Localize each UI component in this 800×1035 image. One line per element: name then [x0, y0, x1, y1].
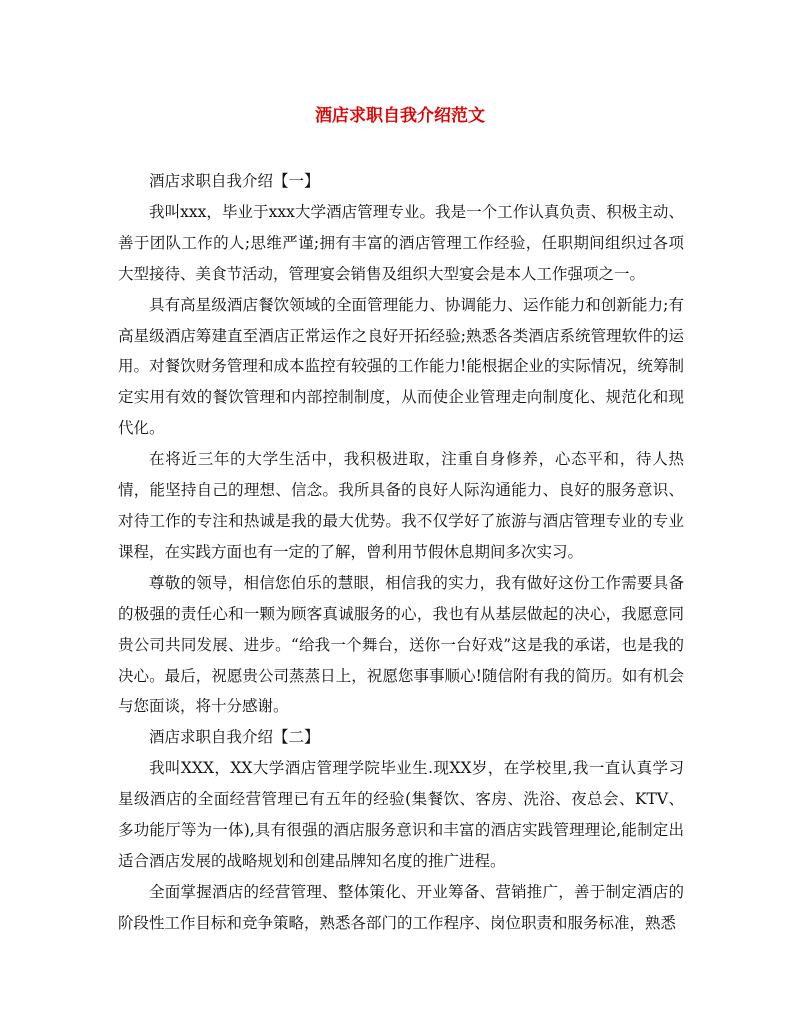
paragraph: 在将近三年的大学生活中，我积极进取，注重自身修养，心态平和，待人热情，能坚持自己的理想、信念。我所具备的良好人际沟通能力、良好的服务意识、对待工作的专注和热诚是我的最大优势。我不仅学好了旅游与酒店管理专业的专业课程，在实践方面也有一定的了解，曾利用节假休息期间多次实习。	[118, 450, 684, 561]
paragraph: 我叫XXX，XX大学酒店管理学院毕业生.现XX岁，在学校里,我一直认真学习星级酒店的全面经营管理已有五年的经验(集餐饮、客房、洗浴、夜总会、KTV、多功能厅等为一体),具有很强的酒店服务意识和丰富的酒店实践管理理论,能制定出适合酒店发展的战略规划和创建品牌知名度的推广进程。	[118, 759, 684, 870]
paragraph: 全面掌握酒店的经营管理、整体策化、开业筹备、营销推广，善于制定酒店的阶段性工作目标和竞争策略，熟悉各部门的工作程序、岗位职责和服务标准，熟悉	[118, 882, 684, 932]
document-title: 酒店求职自我介绍范文	[315, 106, 485, 126]
section-heading-2: 酒店求职自我介绍【二】	[149, 728, 320, 747]
paragraph: 具有高星级酒店餐饮领域的全面管理能力、协调能力、运作能力和创新能力;有高星级酒店筹建直至酒店正常运作之良好开拓经验;熟悉各类酒店系统管理软件的运用。对餐饮财务管理和成本监控有较强的工作能力!能根据企业的实际情况，统筹制定实用有效的餐饮管理和内部控制制度，从而使企业管理走向制度化、规范化和现代化。	[118, 295, 684, 438]
document-body	[118, 166, 684, 939]
paragraph: 我叫xxx，毕业于xxx大学酒店管理专业。我是一个工作认真负责、积极主动、善于团队工作的人;思维严谨;拥有丰富的酒店管理工作经验，任职期间组织过各项大型接待、美食节活动，管理宴会销售及组织大型宴会是本人工作强项之一。	[118, 202, 684, 283]
section-heading-1: 酒店求职自我介绍【一】	[149, 172, 320, 190]
paragraph: 尊敬的领导，相信您伯乐的慧眼，相信我的实力，我有做好这份工作需要具备的极强的责任心和一颗为顾客真诚服务的心，我也有从基层做起的决心，我愿意同贵公司共同发展、进步。“给我一个舞台，送你一台好戏”这是我的承诺，也是我的决心。最后，祝愿贵公司蒸蒸日上，祝愿您事事顺心!随信附有我的简历。如有机会与您面谈，将十分感谢。	[118, 573, 684, 716]
